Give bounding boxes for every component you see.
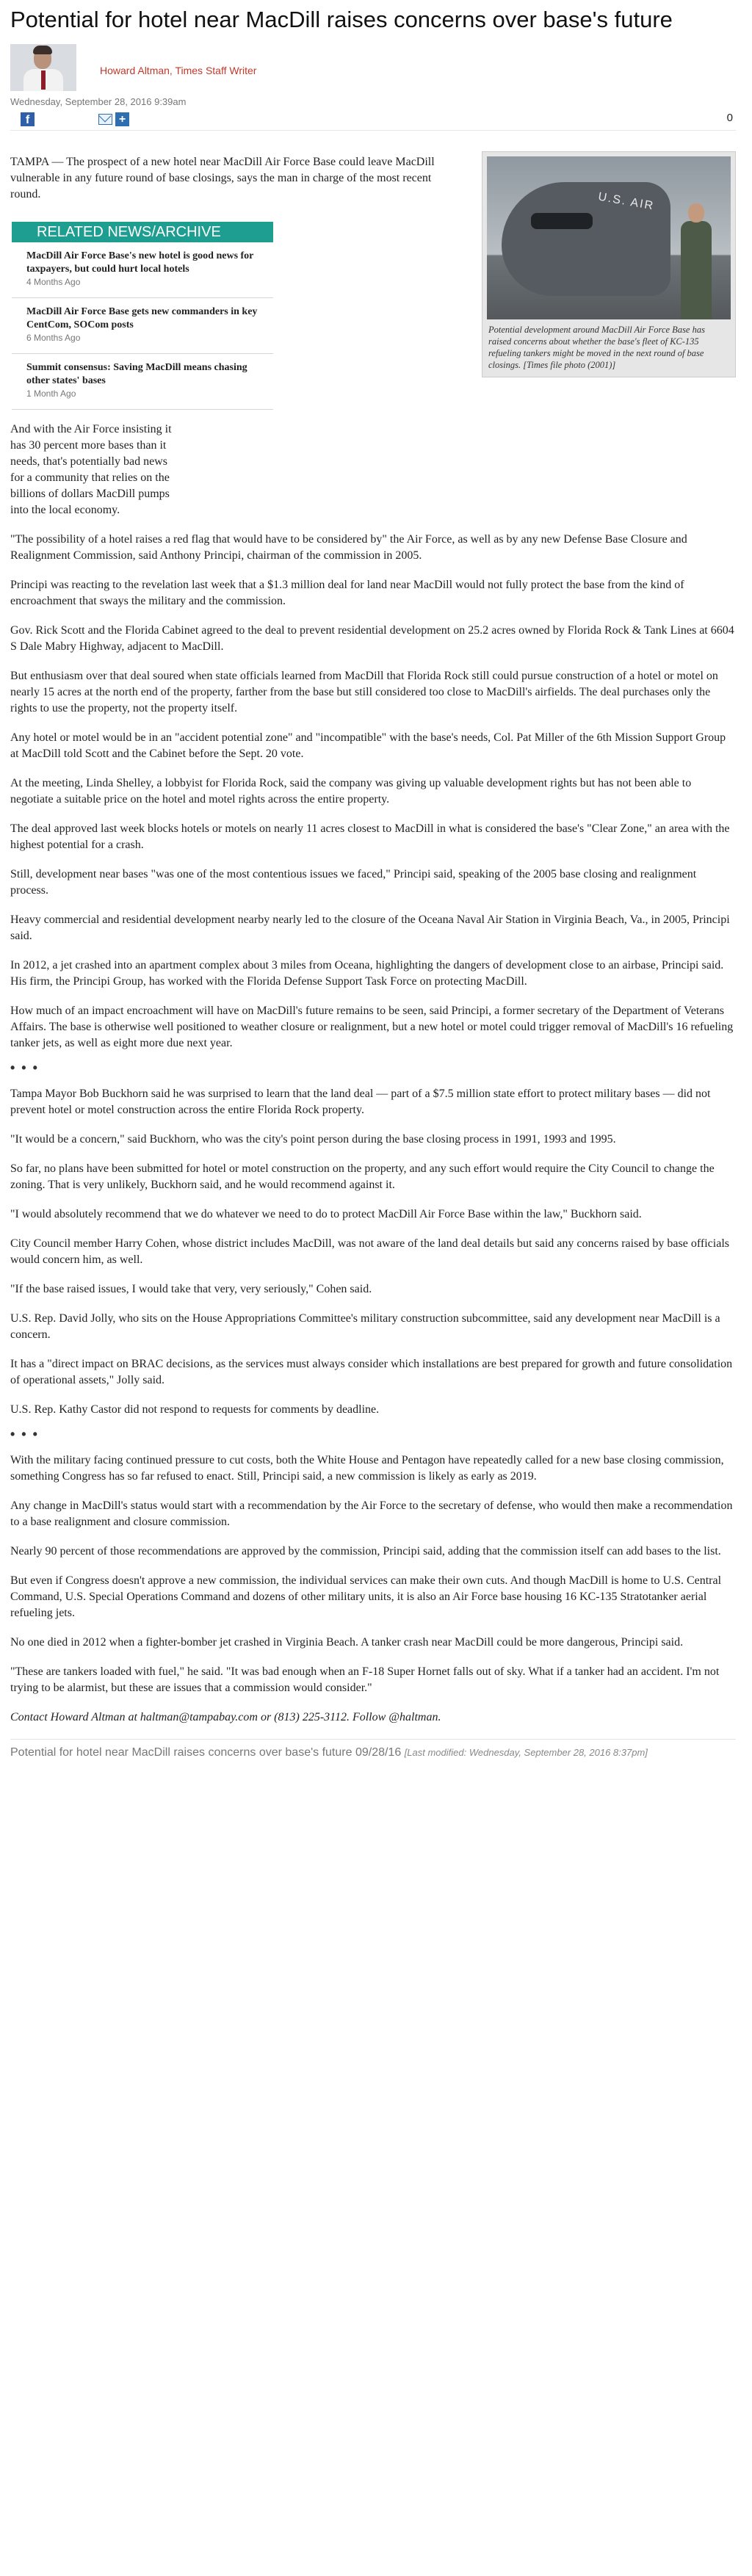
footer-title: Potential for hotel near MacDill raises concerns over base's future 09/28/16 xyxy=(10,1746,402,1759)
facebook-icon[interactable]: f xyxy=(21,112,35,126)
paragraph: U.S. Rep. David Jolly, who sits on the House Appropriations Committee's military construction subcommittee, said any development near MacDill is a concern. xyxy=(10,1312,720,1341)
paragraph: Any hotel or motel would be in an "accident potential zone" and "incompatible" with the base's needs, Col. Pat Miller of the 6th Mission Support Group at MacDill told Scott and the Cabinet before the Sept. 20 vote. xyxy=(10,731,726,760)
paragraph: But even if Congress doesn't approve a new commission, the individual services can make their own cuts. And though MacDill is home to U.S. Central Command, U.S. Special Operations Command and dozens of other military units, it is also an Air Force base housing 16 KC-135 Stratotanker aerial refueling jets. xyxy=(10,1574,722,1619)
article-footer xyxy=(10,1739,736,1768)
paragraph: And with the Air Force insisting it has 30 percent more bases than it needs, that's potentially bad news for a community that relies on the billions of dollars MacDill pumps into the local economy. xyxy=(10,423,172,516)
lead-photo[interactable] xyxy=(487,156,731,319)
author-contact: Contact Howard Altman at haltman@tampabay.com or (813) 225-3112. Follow @haltman. xyxy=(10,1711,441,1723)
paragraph: "These are tankers loaded with fuel," he said. "It was bad enough when an F-18 Super Hornet falls out of sky. What if a tanker had an accident. I'm not trying to be alarmist, but these are issues that a commission would consider." xyxy=(10,1665,720,1694)
author-avatar xyxy=(10,44,76,91)
related-item xyxy=(12,354,273,409)
tail-lettering: U.S. AIR xyxy=(596,190,655,213)
paragraph: So far, no plans have been submitted for hotel or motel construction on the property, and any such effort would require the City Council to change the zoning. That is very unlikely, Buckhorn said, and he would recommend against it. xyxy=(10,1162,715,1191)
paragraph: In 2012, a jet crashed into an apartment complex about 3 miles from Oceana, highlighting the dangers of development close to an airbase, Principi said. His firm, the Principi Group, has worked with the Florida Defense Support Task Force on protecting MacDill. xyxy=(10,959,724,988)
lede-paragraph: TAMPA — The prospect of a new hotel near MacDill Air Force Base could leave MacDill vulnerable in any future round of base closings, says the man in charge of the most recent round. xyxy=(10,156,435,200)
tanker-aircraft-image xyxy=(502,182,670,296)
paragraph: "The possibility of a hotel raises a red flag that would have to be considered by" the Air Force, as well as by any new Defense Base Closure and Realignment Commission, said Anthony Principi, chairman of the commission in 2005. xyxy=(10,533,687,562)
paragraph: U.S. Rep. Kathy Castor did not respond to requests for comments by deadline. xyxy=(10,1403,380,1416)
article-content xyxy=(10,154,736,1726)
related-link[interactable]: Summit consensus: Saving MacDill means chasing other states' bases xyxy=(26,362,247,386)
related-link[interactable]: MacDill Air Force Base gets new commanders in key CentCom, SOCom posts xyxy=(26,306,258,330)
paragraph: At the meeting, Linda Shelley, a lobbyist for Florida Rock, said the company was giving up valuable development rights but has not been able to negotiate a suitable price on the hotel and motel rights across the entire property. xyxy=(10,777,692,806)
publish-date: Wednesday, September 28, 2016 9:39am xyxy=(10,96,187,107)
paragraph: Tampa Mayor Bob Buckhorn said he was surprised to learn that the land deal — part of a $7.5 million state effort to protect military bases — did not prevent hotel or motel construction across the entire Florida Rock property. xyxy=(10,1088,711,1116)
paragraph: Gov. Rick Scott and the Florida Cabinet agreed to the deal to prevent residential development on 25.2 acres owned by Florida Rock & Tank Lines at 6604 S Dale Mabry Highway, adjacent to MacDill. xyxy=(10,624,734,653)
paragraph: City Council member Harry Cohen, whose district includes MacDill, was not aware of the land deal details but said any concerns raised by base officials would concern him, as well. xyxy=(10,1237,729,1266)
paragraph: Any change in MacDill's status would start with a recommendation by the Air Force to the secretary of defense, who would then make a recommendation to a base realignment and closure commission. xyxy=(10,1499,733,1528)
share-plus-icon[interactable]: + xyxy=(115,112,129,126)
related-age: 6 Months Ago xyxy=(26,333,81,343)
section-separator: • • • xyxy=(10,1060,39,1075)
paragraph: "If the base raised issues, I would take that very, very seriously," Cohen said. xyxy=(10,1283,372,1295)
related-age: 1 Month Ago xyxy=(26,388,76,399)
related-link[interactable]: MacDill Air Force Base's new hotel is good news for taxpayers, but could hurt local hotels xyxy=(26,250,254,275)
paragraph: The deal approved last week blocks hotels or motels on nearly 11 acres closest to MacDill in what is considered the base's "Clear Zone," an area with the highest potential for a crash. xyxy=(10,822,730,851)
paragraph: "It would be a concern," said Buckhorn, who was the city's point person during the base closing process in 1991, 1993 and 1995. xyxy=(10,1133,616,1146)
last-modified: [Last modified: Wednesday, September 28, 2016 8:37pm] xyxy=(404,1747,648,1758)
related-item xyxy=(12,242,273,298)
paragraph: "I would absolutely recommend that we do whatever we need to do to protect MacDill Air Force Base within the law," Buckhorn said. xyxy=(10,1208,642,1220)
paragraph: Nearly 90 percent of those recommendations are approved by the commission, Principi said, adding that the commission itself can add bases to the list. xyxy=(10,1545,721,1557)
paragraph: How much of an impact encroachment will have on MacDill's future remains to be seen, said Principi, a former secretary of the Department of Veterans Affairs. The base is otherwise well positioned to weather closure or realignment, but a new hotel or motel could trigger removal of MacDill's 16 refueling tanker jets, as well as eight more due next year. xyxy=(10,1005,734,1049)
author-link[interactable]: Howard Altman, Times Staff Writer xyxy=(100,65,257,76)
related-news-box xyxy=(12,222,273,410)
airman-figure xyxy=(681,203,712,319)
share-toolbar xyxy=(10,107,736,131)
article-body xyxy=(10,154,736,1726)
page-title: Potential for hotel near MacDill raises concerns over base's future xyxy=(10,7,673,32)
lead-photo-figure xyxy=(482,151,736,377)
photo-caption: Potential development around MacDill Air Force Base has raised concerns about whether the base's fleet of KC-135 refueling tankers might be moved in the next round of base closings. [Times file photo (2001)] xyxy=(488,325,705,370)
related-item xyxy=(12,298,273,354)
paragraph: Principi was reacting to the revelation last week that a $1.3 million deal for land near MacDill would not fully protect the base from the kind of encroachment that sways the military and the commission. xyxy=(10,579,684,607)
email-icon[interactable] xyxy=(98,114,112,125)
section-separator: • • • xyxy=(10,1427,39,1441)
paragraph: With the military facing continued pressure to cut costs, both the White House and Pentagon have repeatedly called for a new base closing commission, something Congress has so far refused to enact. Still, Principi said, a new commission is likely as early as 2019. xyxy=(10,1454,724,1483)
paragraph: Heavy commercial and residential development nearby nearly led to the closure of the Oceana Naval Air Station in Virginia Beach, Va., in 2005, Principi said. xyxy=(10,913,730,942)
paragraph: It has a "direct impact on BRAC decisions, as the services must always consider which installations are best prepared for growth and future consolidation of operational assets," Jolly said. xyxy=(10,1358,733,1386)
paragraph: Still, development near bases "was one of the most contentious issues we faced," Principi said, speaking of the 2005 base closing and realignment process. xyxy=(10,868,697,897)
byline xyxy=(10,44,736,91)
share-count: 0 xyxy=(726,112,733,124)
paragraph: But enthusiasm over that deal soured when state officials learned from MacDill that Florida Rock still could pursue construction of a hotel or motel on nearly 15 acres at the north end of the property, farther from the base but still considered too close to MacDill's airfields. The deal purchases only the rights to use the property, not the property itself. xyxy=(10,670,718,714)
related-age: 4 Months Ago xyxy=(26,277,81,287)
paragraph: No one died in 2012 when a fighter-bomber jet crashed in Virginia Beach. A tanker crash near MacDill could be more dangerous, Principi said. xyxy=(10,1636,684,1649)
related-heading: RELATED NEWS/ARCHIVE xyxy=(12,222,273,242)
